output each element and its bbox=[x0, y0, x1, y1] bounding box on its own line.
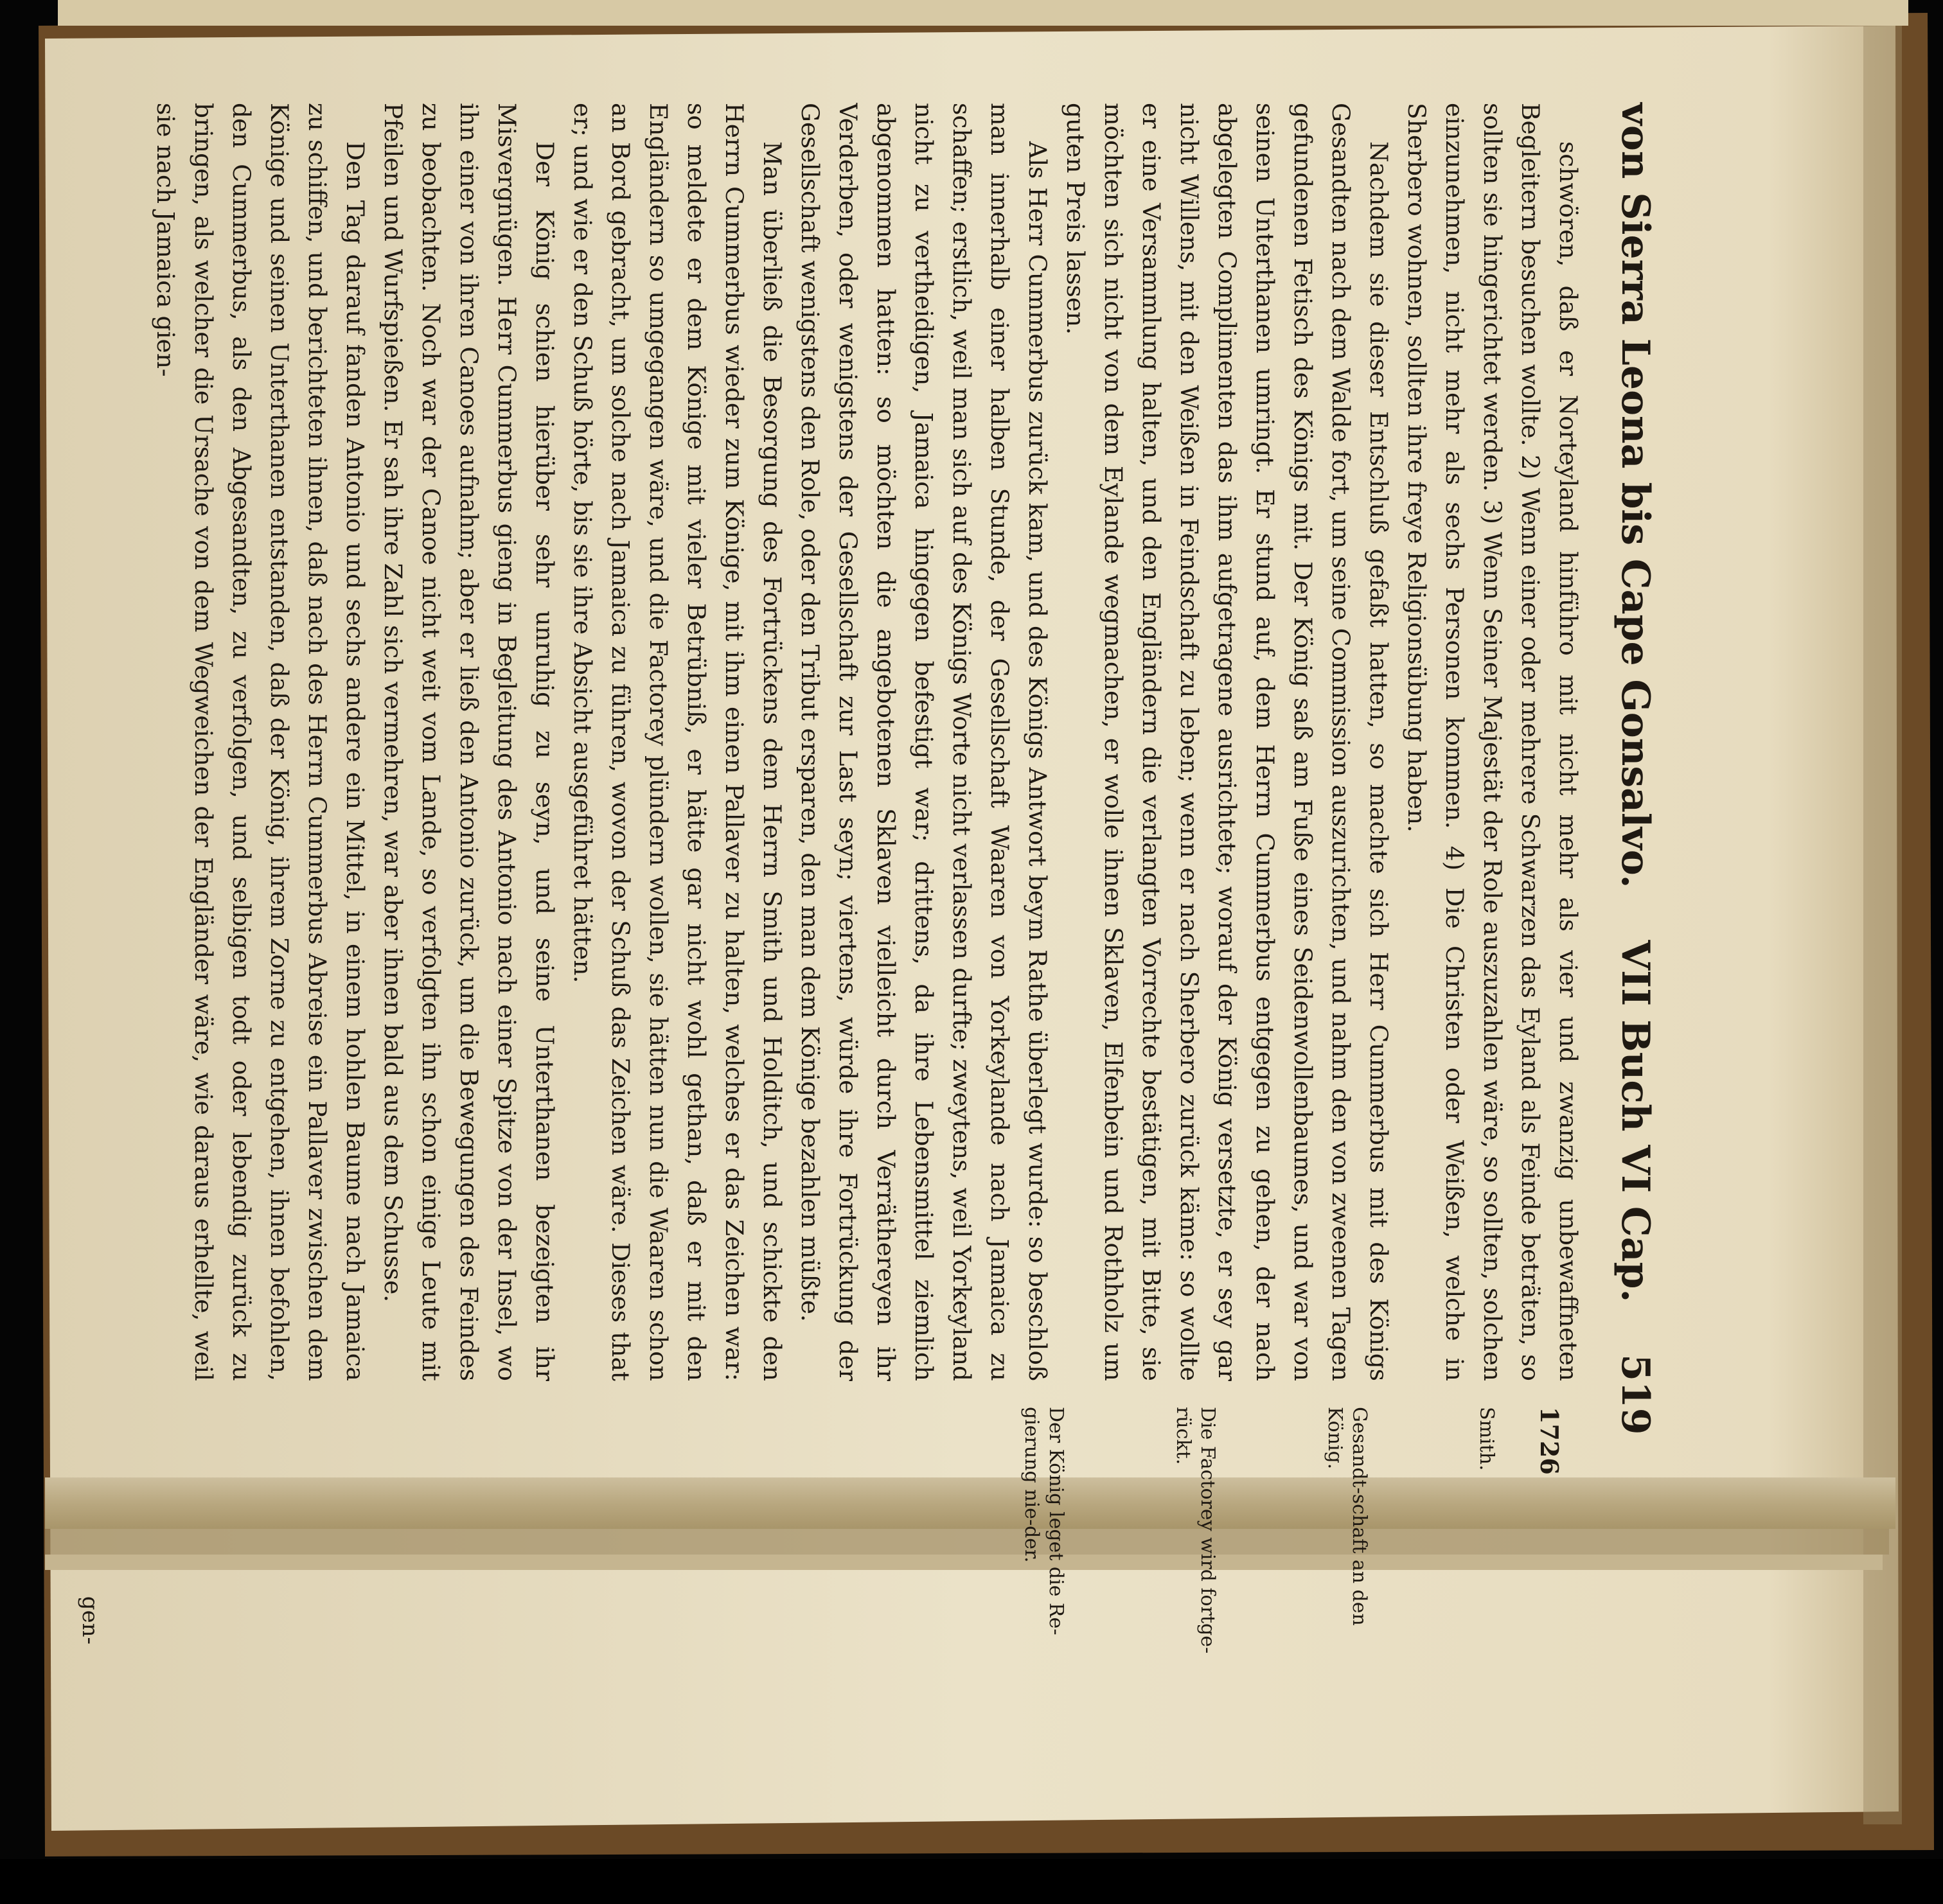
book-chapter: VII Buch VI Cap. bbox=[1613, 940, 1658, 1303]
paragraph-6: Den Tag darauf fanden Antonio und sechs andere ein Mittel, in einem hohlen Baume nach Jamaica zu schiffen, und berichteten ihnen, daß nach des Herrn Cummerbus Abreise ein Pallaver zwischen dem Könige und seinen Unterthanen entstanden, daß der König, ihrem Zorne zu entgehen, ihnen befohlen, den Cummerbus, als den Abgesandten, zu verfolgen, und selbigen todt oder lebendig zurück zu bringen, als welcher die Ursache von dem Wegweichen der Engländer wäre, wie daraus erhellte, weil sie nach Jamaica gien- bbox=[152, 103, 369, 1381]
paragraph-4: Man überließ die Besorgung des Fortrückens dem Herrn Smith und Holditch, und schickte den Herrn Cummerbus wieder zum Könige, mit ihm einen Pallaver zu halten, welches er das Zeichen war: so meldete er dem Könige mit vieler Betrübniß, er hätte gar nicht wohl gethan, daß er mit den Engländern so umgegangen wäre, und die Factorey plündern wollen, sie hätten nun die Waaren schon an Bord gebracht, um solche nach Jamaica zu führen, wovon der Schuß das Zeichen wäre. Dieses that er; und wie er den Schuß hörte, bis sie ihre Absicht ausgeführet hätten. bbox=[569, 103, 786, 1381]
paragraph-3: Als Herr Cummerbus zurück kam, und des Königs Antwort beym Rathe überlegt wurde: so beschloß man innerhalb einer halben Stunde, der Gesellschaft Waaren von Yorkeylande nach Jamaica zu schaffen; erstlich, weil man sich auf des Königs Worte nicht verlassen durfte; zweytens, weil Yorkeyland nicht zu vertheidigen, Jamaica hingegen befestigt war; drittens, da ihre Lebensmittel ziemlich abgenommen hatten: so möchten die angebotenen Sklaven vielleicht durch Verräthereyen ihr Verderben, oder wenigstens der Gesellschaft zur Last seyn; viertens, würde ihre Fortrückung der Gesellschaft wenigstens den Role, oder den Tribut ersparen, den man dem Könige bezahlen müßte. bbox=[796, 103, 1052, 1381]
margin-note-smith: Smith. bbox=[1475, 1407, 1498, 1471]
running-header bbox=[1600, 103, 1658, 1435]
page-number: 519 bbox=[1613, 1354, 1658, 1435]
margin-year: 1726 bbox=[1535, 1407, 1564, 1475]
paragraph-1: schwören, daß er Norteyland hinführo mit nicht mehr als vier und zwanzig unbewaffneten Begleitern besuchen wollte. 2) Wenn einer oder mehrere Schwarzen das Eyland als Feinde beträten, so sollten sie hingerichtet werden. 3) Wenn Seiner Majestät der Role auszuzahlen wäre, so sollten, solchen einzunehmen, nicht mehr als sechs Personen kommen. 4) Die Christen oder Weißen, welche in Sherbero wohnen, sollten ihre freye Religionsübung haben. bbox=[1403, 103, 1583, 1381]
body-text bbox=[84, 103, 1587, 1381]
running-head-title: von Sierra Leona bis Cape Gonsalvo. bbox=[1613, 103, 1658, 888]
paragraph-2: Nachdem sie dieser Entschluß gefaßt hatten, so machte sich Herr Cummerbus mit des Königs Gesandten nach dem Walde fort, um seine Commission auszurichten, und nahm den von zweenen Tagen gefundenen Fetisch des Königs mit. Der König saß am Fuße eines Seidenwollenbaumes, und war von seinen Unterthanen umringt. Er stund auf, dem Herrn Cummerbus entgegen zu gehen, der nach abgelegten Complimenten das ihm aufgetragene ausrichtete; worauf der König versetzte, er sey gar nicht Willens, mit den Weißen in Feindschaft zu leben; wenn er nach Sherbero zurück käme: so wollte er eine Versammlung halten, und den Engländern die verlangten Vorrechte bestätigen, mit Bitte, sie möchten sich nicht von dem Eylande wegmachen, er wolle ihnen Sklaven, Elfenbein und Rothholz um guten Preis lassen. bbox=[1061, 103, 1393, 1381]
page-text-rotated bbox=[51, 45, 1857, 1904]
margin-note-factorey: Die Factorey wird fortge-rückt. bbox=[1172, 1407, 1219, 1654]
margin-note-gesandtschaft: Gesandt-schaft an den König. bbox=[1324, 1407, 1371, 1626]
margin-notes bbox=[84, 1407, 1564, 1677]
catchword: gen- bbox=[77, 1596, 103, 1644]
margin-note-koenig: Der König leget die Re-gierung nie-der. bbox=[1020, 1407, 1067, 1635]
facing-page-edge bbox=[58, 0, 1908, 26]
paragraph-5: Der König schien hierüber sehr unruhig zu seyn, und seine Unterthanen bezeigten ihr Misvergnügen. Herr Cummerbus gieng in Begleitung des Antonio nach einer Spitze von der Insel, wo ihn einer von ihren Canoes aufnahm; aber er ließ den Antonio zurück, um die Bewegungen des Feindes zu beobachten. Noch war der Canoe nicht weit vom Lande, so verfolgten ihn schon einige Leute mit Pfeilen und Wurfspießen. Er sah ihre Zahl sich vermehren, war aber ihnen bald aus dem Schusse. bbox=[379, 103, 559, 1381]
